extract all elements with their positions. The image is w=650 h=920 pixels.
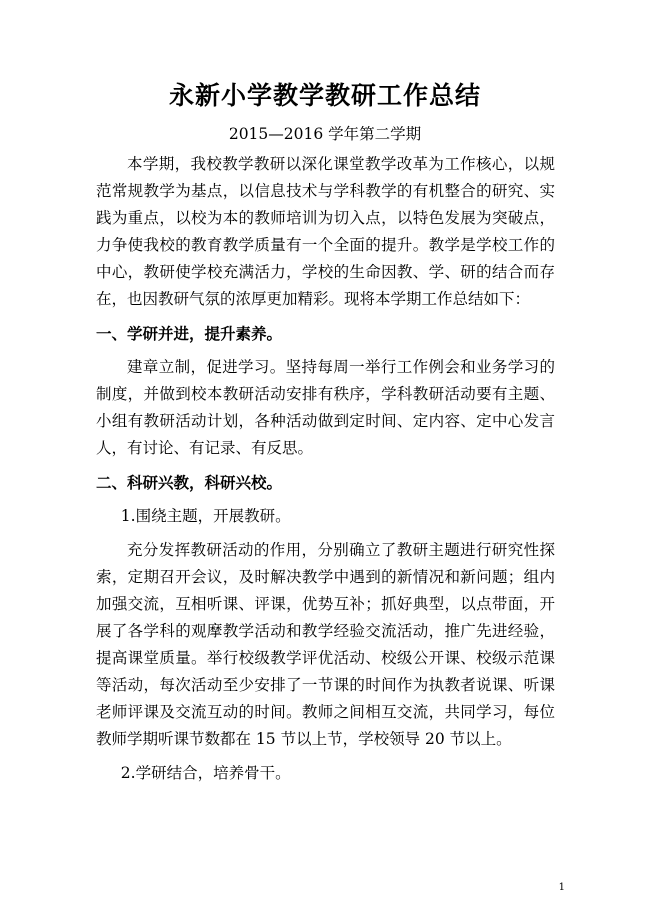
document-body (96, 151, 555, 794)
document-subtitle: 2015—2016 学年第二学期 (228, 125, 422, 143)
section-heading-2: 二、科研兴教，科研兴校。 (96, 473, 283, 492)
subsection-heading-1: 1.围绕主题，开展教研。 (120, 507, 291, 525)
section-paragraph-2: 充分发挥教研活动的作用，分别确立了教研主题进行研究性探索，定期召开会议，及时解决教学中遇到的新情况和新问题；组内加强交流，互相听课、评课，优势互补；抓好典型，以点带面，开展了各学科的观摩教学活动和教学经验交流活动，推广先进经验，提高课堂质量。举行校级教学评优活动、校级公开课、校级示范课等活动，每次活动至少安排了一节课的时间作为执教者说课、听课老师评课及交流互动的时间。教师之间相互交流，共同学习，每位教师学期听课节数都在 15 节以上节，学校领导 20 节以上。 (96, 541, 555, 748)
page-number: 1 (558, 882, 565, 893)
intro-paragraph: 本学期，我校教学教研以深化课堂教学改革为工作核心，以规范常规教学为基点，以信息技术与学科教学的有机整合的研究、实践为重点，以校为本的教师培训为切入点，以特色发展为突破点，力争使我校的教育教学质量有一个全面的提升。教学是学校工作的中心，教研使学校充满活力，学校的生命因教、学、研的结合而存在，也因教研气氛的浓厚更加精彩。现将本学期工作总结如下： (96, 155, 555, 308)
document-title: 永新小学教学教研工作总结 (168, 81, 481, 110)
section-heading-1: 一、学研并进，提升素养。 (96, 324, 283, 343)
subsection-heading-2: 2.学研结合，培养骨干。 (120, 764, 291, 782)
section-paragraph-1: 建章立制，促进学习。坚持每周一举行工作例会和业务学习的制度，并做到校本教研活动安排有秩序，学科教研活动要有主题、小组有教研活动计划，各种活动做到定时间、定内容、定中心发言人，有讨论、有记录、有反思。 (96, 358, 555, 457)
